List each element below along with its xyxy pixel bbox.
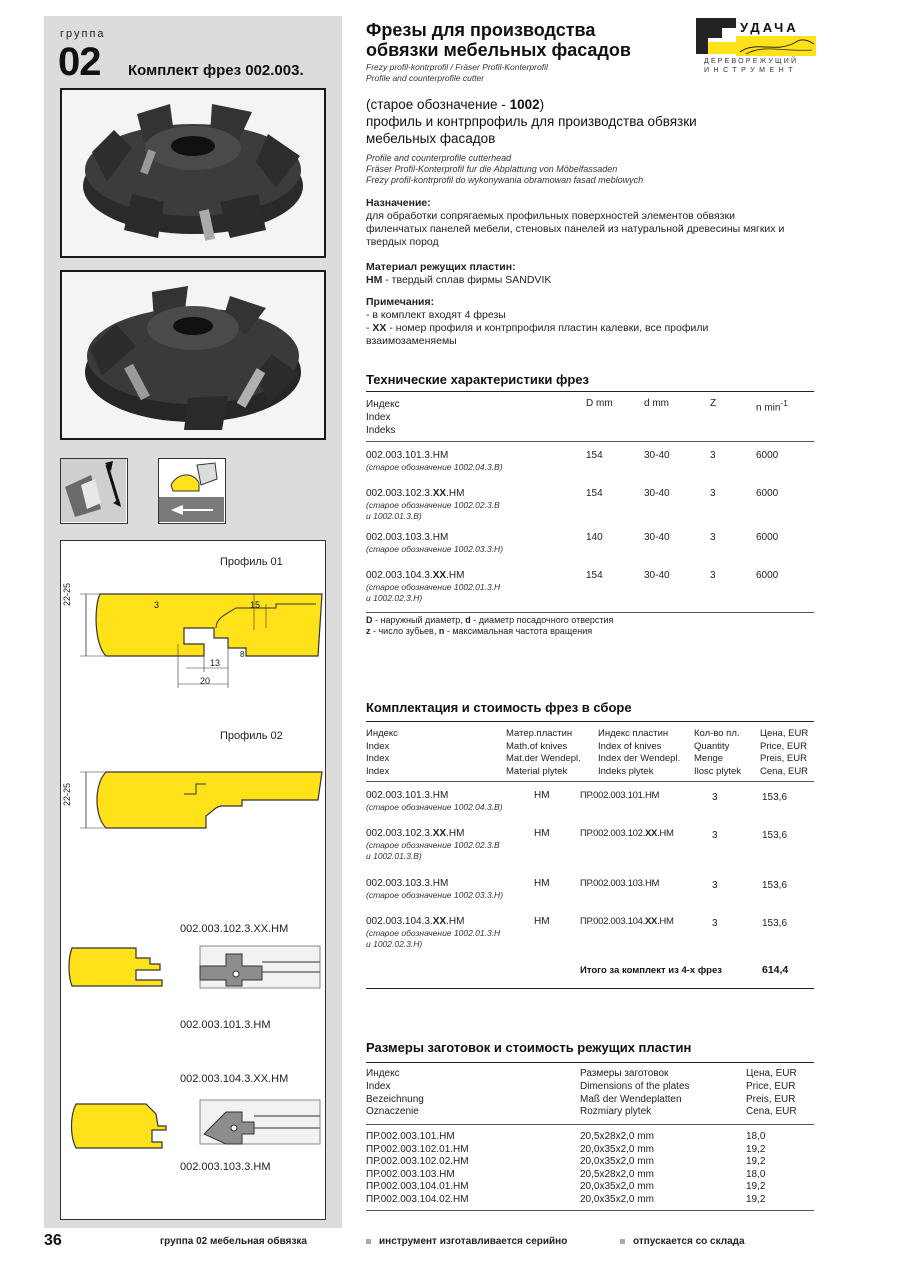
plate-price: 19,2 [746, 1193, 766, 1205]
kit-h3-2: Index der Wendepl. [598, 753, 681, 764]
plates-h3-3: Cena, EUR [746, 1106, 797, 1118]
tech-code [366, 488, 586, 500]
tech-row [366, 488, 814, 532]
plates-h-index [366, 1068, 424, 1119]
tech-code [366, 532, 586, 544]
cutter-code-4: 002.003.103.3.HM [180, 1161, 271, 1173]
page-title-line1: Фрезы для производства [366, 20, 596, 40]
notes-heading: Примечания: [366, 296, 435, 308]
kit-total-label: Итого за комплект из 4-х фрез [580, 965, 722, 976]
dim-3: 3 [154, 600, 160, 610]
kit-code-b: XX [432, 916, 447, 927]
tech-table [366, 398, 814, 438]
kit-h1-3: Index [366, 765, 390, 777]
legend-2-b: - число зубьев, [370, 626, 439, 636]
plates-h2-3: Rozmiary plytek [580, 1106, 652, 1118]
plate-dim: 20,0x35x2,0 mm [580, 1156, 654, 1168]
tech-code-c: .HM [446, 570, 465, 581]
tech-d: 30-40 [644, 532, 670, 543]
tech-n: 6000 [756, 532, 779, 543]
kit-knives-a: ПР.002.003.102. [580, 828, 645, 839]
tech-h-D: D mm [586, 398, 613, 409]
plate-dim: 20,0x35x2,0 mm [580, 1143, 654, 1155]
tech-index-cell [366, 488, 586, 532]
tech-body-table [366, 450, 814, 614]
kit-h1-0: Индекс [366, 728, 398, 739]
tech-d: 30-40 [644, 488, 670, 499]
intro-translations [366, 153, 643, 186]
old-code: 1002 [509, 97, 540, 112]
note-2-prefix: - [366, 322, 373, 334]
tech-n: 6000 [756, 488, 779, 499]
kit-knives-a: ПР.002.003.104. [580, 916, 645, 927]
kit-price: 153,6 [762, 918, 788, 929]
purpose-heading: Назначение: [366, 197, 431, 209]
kit-h4-1: Quantity [694, 740, 730, 752]
kit-heading: Комплектация и стоимость фрез в сборе [366, 700, 632, 715]
tech-d: 30-40 [644, 450, 670, 461]
kit-knives-b: XX [644, 916, 658, 927]
legend-1-d: - диаметр посадочного отверстия [470, 615, 614, 625]
kit-old-2: и 1002.01.3.В) [366, 851, 422, 861]
kit-h4-3: Ilosc plytek [694, 765, 741, 777]
note-2-code: XX [372, 322, 387, 334]
tech-n: 6000 [756, 570, 779, 581]
kit-price: 153,6 [762, 830, 788, 841]
kit-knives-b: XX [644, 828, 658, 839]
plates-h1-3: Oznaczenie [366, 1106, 419, 1118]
footer-group: группа 02 мебельная обвязка [160, 1236, 307, 1247]
legend-2-a: z [366, 626, 371, 636]
material-code: НМ [366, 274, 383, 286]
plate-price: 19,2 [746, 1156, 766, 1168]
kit-h-qty [694, 728, 741, 778]
purpose-block [366, 197, 816, 249]
profile-02-label: Профиль 02 [220, 730, 283, 742]
plates-h2-2: Maß der Wendeplatten [580, 1093, 682, 1105]
tech-code-a: 002.003.102.3. [366, 488, 433, 499]
tech-h-n-label: n min [756, 402, 781, 414]
plate-code: ПР.002.003.102.01.НМ [366, 1143, 469, 1155]
intro-translation-en: Profile and counterprofile cutterhead [366, 153, 512, 163]
purpose-line-2: филенчатых панелей мебели, стеновых панелей из натуральной древесины мягких и [366, 223, 785, 235]
cutter-image-1 [62, 90, 324, 256]
tech-h-n-sup: -1 [780, 398, 788, 408]
kit-index-cell [366, 828, 526, 862]
material-line [366, 274, 816, 287]
kit-old-2: и 1002.02.3.Н) [366, 939, 423, 949]
tech-rule-mid [366, 441, 814, 442]
kit-h1-1: Index [366, 740, 390, 752]
kit-rule-mid [366, 781, 814, 782]
tech-n: 6000 [756, 450, 779, 461]
tech-code-c: .HM [446, 488, 465, 499]
feed-direction-icon [159, 459, 224, 522]
kit-old-1: (старое обозначение 1002.04.3.В) [366, 802, 503, 812]
intro-line-2: профиль и контрпрофиль для производства обвязки [366, 114, 697, 129]
plates-h1-2: Bezeichnung [366, 1093, 424, 1105]
tech-legend [366, 615, 613, 637]
tech-code-a: 002.003.103.3.HM [366, 532, 449, 543]
tech-row [366, 450, 814, 488]
kit-code-a: 002.003.101.3.HM [366, 790, 449, 801]
kit-h2-3: Material plytek [506, 765, 568, 777]
cutter-code-3: 002.003.104.3.XX.HM [180, 1073, 289, 1085]
kit-code-b: XX [432, 828, 447, 839]
kit-h5-3: Cena, EUR [760, 765, 809, 777]
page-title-line2: обвязки мебельных фасадов [366, 40, 631, 60]
plate-dim: 20,0x35x2,0 mm [580, 1181, 654, 1193]
plate-code: ПР.002.003.104.01.НМ [366, 1181, 469, 1193]
plate-row [366, 1144, 814, 1157]
plate-price: 18,0 [746, 1168, 766, 1180]
plates-h1-1: Index [366, 1080, 391, 1092]
kit-mat: HM [534, 790, 550, 801]
plates-h2-0: Размеры заготовок [580, 1068, 669, 1079]
plate-dim: 20,5x28x2,0 mm [580, 1168, 654, 1180]
plates-rule-top [366, 1062, 814, 1063]
footer-serial [366, 1236, 567, 1247]
tech-code-b: XX [432, 570, 447, 581]
logo-icon [696, 18, 736, 54]
page-title [366, 20, 631, 60]
kit-code [366, 828, 526, 840]
tech-code [366, 570, 586, 582]
kit-code-c: .HM [446, 828, 465, 839]
tech-h-index-en: Index [366, 412, 391, 423]
plates-h-dims [580, 1068, 690, 1119]
tech-old-1: (старое обозначение 1002.04.3.В) [366, 462, 503, 472]
kit-code [366, 916, 526, 928]
kit-code [366, 790, 526, 802]
footer-serial-text: инструмент изготавливается серийно [379, 1236, 568, 1247]
intro [366, 96, 816, 147]
tech-D: 154 [586, 570, 603, 581]
dim-15: 15 [250, 600, 261, 610]
joint-drawing-1 [66, 940, 322, 1012]
plates-h2-1: Dimensions of the plates [580, 1080, 690, 1092]
notes-block [366, 296, 816, 348]
legend-1 [366, 615, 613, 626]
intro-translation-pl: Frezy profil-kontrprofil do wykonywania obramowan fasad meblowych [366, 175, 644, 185]
intro-line-3: мебельных фасадов [366, 131, 496, 146]
kit-h-material [506, 728, 581, 778]
kit-h2-0: Матер.пластин [506, 728, 573, 739]
plate-row [366, 1156, 814, 1169]
plates-rule-bottom [366, 1210, 814, 1211]
kit-knives [580, 878, 659, 890]
kit-h-index [366, 728, 398, 778]
purpose-line-3: твердых пород [366, 236, 439, 248]
tech-code-b: XX [432, 488, 447, 499]
plate-code: ПР.002.003.104.02.НМ [366, 1193, 469, 1205]
kit-mat: HM [534, 878, 550, 889]
cutter-photo-1 [60, 88, 326, 258]
tech-code-a: 002.003.104.3. [366, 570, 433, 581]
kit-index-cell [366, 916, 526, 950]
old-suffix: ) [539, 97, 545, 112]
kit-h2-1: Math.of knives [506, 740, 568, 752]
kit-price: 153,6 [762, 880, 788, 891]
kit-knives [580, 916, 674, 928]
group-title: Комплект фрез 002.003. [128, 62, 304, 79]
kit-knives-c: .НМ [657, 916, 674, 927]
plate-row [366, 1169, 814, 1182]
tech-index-cell [366, 450, 586, 488]
cutter-code-2: 002.003.101.3.HM [180, 1019, 271, 1031]
tech-old-1: (старое обозначение 1002.01.3.Н [366, 582, 501, 592]
tech-z: 3 [710, 488, 716, 499]
dim-22-25-b: 22-25 [62, 782, 72, 806]
plate-dim: 20,0x35x2,0 mm [580, 1193, 654, 1205]
note-2 [366, 322, 816, 335]
legend-1-b: - наружный диаметр, [372, 615, 466, 625]
tech-h-index-pl: Indeks [366, 425, 396, 436]
logo-name: УДАЧА [740, 20, 799, 35]
mounting-diagram [60, 458, 128, 524]
tech-old-2: и 1002.01.3.В) [366, 511, 422, 521]
plate-code: ПР.002.003.102.02.НМ [366, 1156, 469, 1168]
kit-old-1: (старое обозначение 1002.01.3.Н [366, 928, 501, 938]
note-2-cont: взаимозаменяемы [366, 335, 457, 347]
kit-body [366, 790, 814, 949]
tech-header-row [366, 398, 814, 438]
kit-h-knives [598, 728, 680, 778]
plate-code: ПР.002.003.101.НМ [366, 1131, 455, 1142]
tech-D: 154 [586, 450, 603, 461]
kit-rule-top [366, 721, 814, 722]
plate-price: 18,0 [746, 1131, 766, 1142]
kit-code-a: 002.003.103.3.HM [366, 878, 449, 889]
kit-index-cell [366, 878, 526, 901]
kit-qty: 3 [712, 880, 718, 891]
material-block [366, 261, 816, 287]
plate-dim: 20,5x28x2,0 mm [580, 1131, 654, 1142]
tech-rule-top [366, 391, 814, 392]
legend-2-c: n [438, 626, 445, 636]
plates-h3-2: Preis, EUR [746, 1093, 796, 1105]
kit-h5-2: Preis, EUR [760, 753, 807, 764]
tech-h-z: Z [710, 398, 717, 409]
kit-h2-2: Mat.der Wendepl. [506, 753, 581, 764]
cutter-blade-icon [61, 459, 126, 522]
plates-h3-0: Цена, EUR [746, 1068, 797, 1079]
group-number: 02 [58, 40, 101, 84]
tech-rule-bottom [366, 612, 814, 613]
feed-direction-diagram [158, 458, 226, 524]
kit-rule-bottom [366, 988, 814, 989]
tech-index-cell [366, 570, 586, 614]
kit-code [366, 878, 526, 890]
tech-row [366, 532, 814, 570]
plates-body [366, 1131, 814, 1207]
kit-price: 153,6 [762, 792, 788, 803]
kit-knives-a: ПР.002.003.101.НМ [580, 790, 660, 801]
tech-index-cell [366, 532, 586, 570]
plate-row [366, 1194, 814, 1207]
dim-8: 8 [240, 650, 245, 659]
kit-h4-2: Menge [694, 753, 724, 764]
footer-stock-text: отпускается со склада [633, 1236, 745, 1247]
logo-line-2: ИНСТРУМЕНТ [704, 67, 797, 74]
dim-20: 20 [200, 676, 211, 686]
intro-translation-de: Fräser Profil-Konterprofil fur die Abplattung von Möbelfassaden [366, 164, 618, 174]
plates-heading: Размеры заготовок и стоимость режущих пластин [366, 1040, 692, 1055]
kit-h3-1: Index of knives [598, 740, 662, 752]
dim-13: 13 [210, 658, 221, 668]
legend-2-d: - максимальная частота вращения [444, 626, 593, 636]
material-text: - твердый сплав фирмы SANDVIK [382, 274, 552, 286]
profile-01-label: Профиль 01 [220, 556, 283, 568]
legend-1-c: d [465, 615, 471, 625]
plates-h3-1: Price, EUR [746, 1080, 796, 1092]
kit-code-a: 002.003.104.3. [366, 916, 433, 927]
title-translation-2: Profile and counterprofile cutter [366, 73, 485, 83]
tech-z: 3 [710, 450, 716, 461]
footer-stock [620, 1236, 745, 1247]
cutter-image-2 [62, 272, 324, 438]
tech-z: 3 [710, 532, 716, 543]
kit-qty: 3 [712, 918, 718, 929]
legend-1-a: D [366, 615, 373, 625]
tech-heading: Технические характеристики фрез [366, 372, 589, 387]
cutter-photo-2 [60, 270, 326, 440]
logo-wave-icon [736, 36, 816, 56]
kit-h5-1: Price, EUR [760, 740, 807, 752]
plate-row [366, 1131, 814, 1144]
kit-code-a: 002.003.102.3. [366, 828, 433, 839]
tech-old-1: (старое обозначение 1002.03.3.Н) [366, 544, 504, 554]
kit-index-cell [366, 790, 526, 813]
tech-old-2: и 1002.02.3.Н) [366, 593, 423, 603]
bullet-icon [366, 1239, 371, 1244]
old-prefix: (старое обозначение - [366, 97, 510, 112]
purpose-line-1: для обработки сопрягаемых профильных поверхностей элементов обвязки [366, 210, 735, 222]
tech-body [366, 450, 814, 614]
title-translation-1: Frezy profil-kontrprofil / Fräser Profil-Konterprofil [366, 62, 548, 72]
profile-02-drawing [66, 762, 324, 840]
kit-h5-0: Цена, EUR [760, 728, 809, 739]
cutter-code-1: 002.003.102.3.XX.HM [180, 923, 289, 935]
profile-01-drawing [66, 584, 324, 694]
tech-h-d: d mm [644, 398, 669, 409]
kit-mat: HM [534, 828, 550, 839]
kit-old-1: (старое обозначение 1002.03.3.Н) [366, 890, 504, 900]
logo-line-1: ДЕРЕВОРЕЖУЩИЙ [704, 58, 799, 65]
plate-row [366, 1181, 814, 1194]
kit-h1-2: Index [366, 753, 390, 764]
plates-h-price [746, 1068, 797, 1119]
kit-knives [580, 790, 659, 802]
kit-total-value: 614,4 [762, 964, 789, 976]
kit-knives-a: ПР.002.003.103.НМ [580, 878, 660, 889]
kit-qty: 3 [712, 830, 718, 841]
tech-old-1: (старое обозначение 1002.02.3.В [366, 500, 500, 510]
page-number: 36 [44, 1232, 62, 1249]
tech-h-n [756, 398, 814, 438]
kit-mat: HM [534, 916, 550, 927]
joint-drawing-2 [66, 1094, 322, 1154]
tech-D: 154 [586, 488, 603, 499]
group-caption: группа [60, 28, 106, 40]
dim-22-25-a: 22-25 [62, 582, 72, 606]
kit-h3-3: Indeks plytek [598, 765, 654, 777]
material-heading: Материал режущих пластин: [366, 261, 516, 273]
note-2-text: - номер профиля и контрпрофиля пластин калевки, все профили [386, 322, 709, 334]
tech-code-a: 002.003.101.3.HM [366, 450, 449, 461]
kit-knives-c: .НМ [657, 828, 674, 839]
old-designation [366, 96, 816, 113]
kit-qty: 3 [712, 792, 718, 803]
kit-code-c: .HM [446, 916, 465, 927]
plates-h1-0: Индекс [366, 1068, 400, 1079]
note-1: - в комплект входят 4 фрезы [366, 309, 506, 321]
legend-2 [366, 626, 613, 637]
plate-code: ПР.002.003.103.НМ [366, 1168, 455, 1180]
tech-z: 3 [710, 570, 716, 581]
kit-h4-0: Кол-во пл. [694, 728, 740, 739]
kit-knives [580, 828, 674, 840]
plates-rule-mid [366, 1124, 814, 1125]
kit-h3-0: Индекс пластин [598, 728, 669, 739]
bullet-icon [620, 1239, 625, 1244]
tech-D: 140 [586, 532, 603, 543]
plate-price: 19,2 [746, 1181, 766, 1193]
kit-old-1: (старое обозначение 1002.02.3.В [366, 840, 500, 850]
plate-price: 19,2 [746, 1143, 766, 1155]
tech-code [366, 450, 586, 462]
tech-row [366, 570, 814, 614]
tech-h-index-ru: Индекс [366, 399, 400, 410]
tech-d: 30-40 [644, 570, 670, 581]
kit-h-price [760, 728, 808, 778]
